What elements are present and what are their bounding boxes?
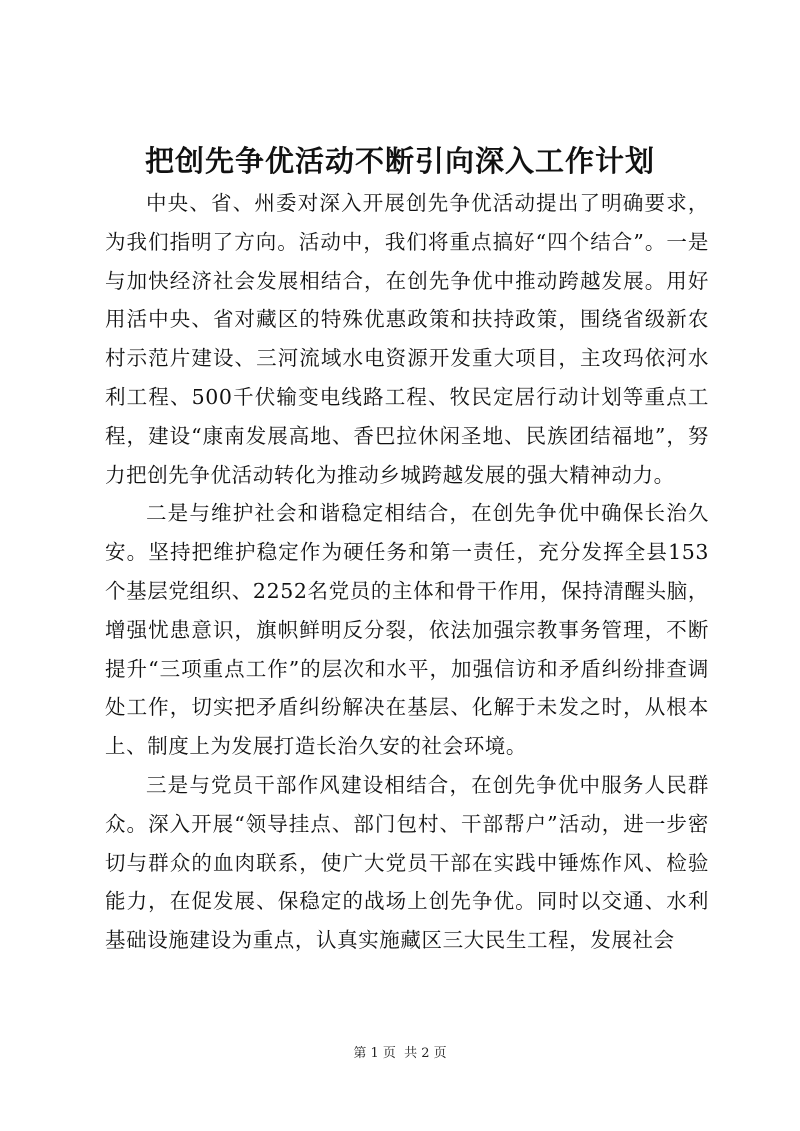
document-body xyxy=(105,184,709,960)
paragraph-1: 中央、省、州委对深入开展创先争优活动提出了明确要求，为我们指明了方向。活动中，我们将重点搞好“四个结合”。一是与加快经济社会发展相结合，在创先争优中推动跨越发展。用好用活中央、省对藏区的特殊优惠政策和扶持政策，围绕省级新农村示范片建设、三河流域水电资源开发重大项目，主攻玛依河水利工程、500千伏输变电线路工程、牧民定居行动计划等重点工程，建设“康南发展高地、香巴拉休闲圣地、民族团结福地”，努力把创先争优活动转化为推动乡城跨越发展的强大精神动力。 xyxy=(105,191,709,487)
paragraph-2: 二是与维护社会和谐稳定相结合，在创先争优中确保长治久安。坚持把维护稳定作为硬任务和第一责任，充分发挥全县153个基层党组织、2252名党员的主体和骨干作用，保持清醒头脑，增强忧患意识，旗帜鲜明反分裂，依法加强宗教事务管理，不断提升“三项重点工作”的层次和水平，加强信访和矛盾纠纷排查调处工作，切实把矛盾纠纷解决在基层、化解于未发之时，从根本上、制度上为发展打造长治久安的社会环境。 xyxy=(105,501,709,759)
document-title: 把创先争优活动不断引向深入工作计划 xyxy=(144,144,655,178)
page-footer xyxy=(0,1042,800,1061)
page-number-label: 第 1 页 共 2 页 xyxy=(353,1046,447,1061)
paragraph-3: 三是与党员干部作风建设相结合，在创先争优中服务人民群众。深入开展“领导挂点、部门包村、干部帮户”活动，进一步密切与群众的血肉联系，使广大党员干部在实践中锤炼作风、检验能力，在促发展、保稳定的战场上创先争优。同时以交通、水利基础设施建设为重点，认真实施藏区三大民生工程，发展社会 xyxy=(105,772,709,953)
